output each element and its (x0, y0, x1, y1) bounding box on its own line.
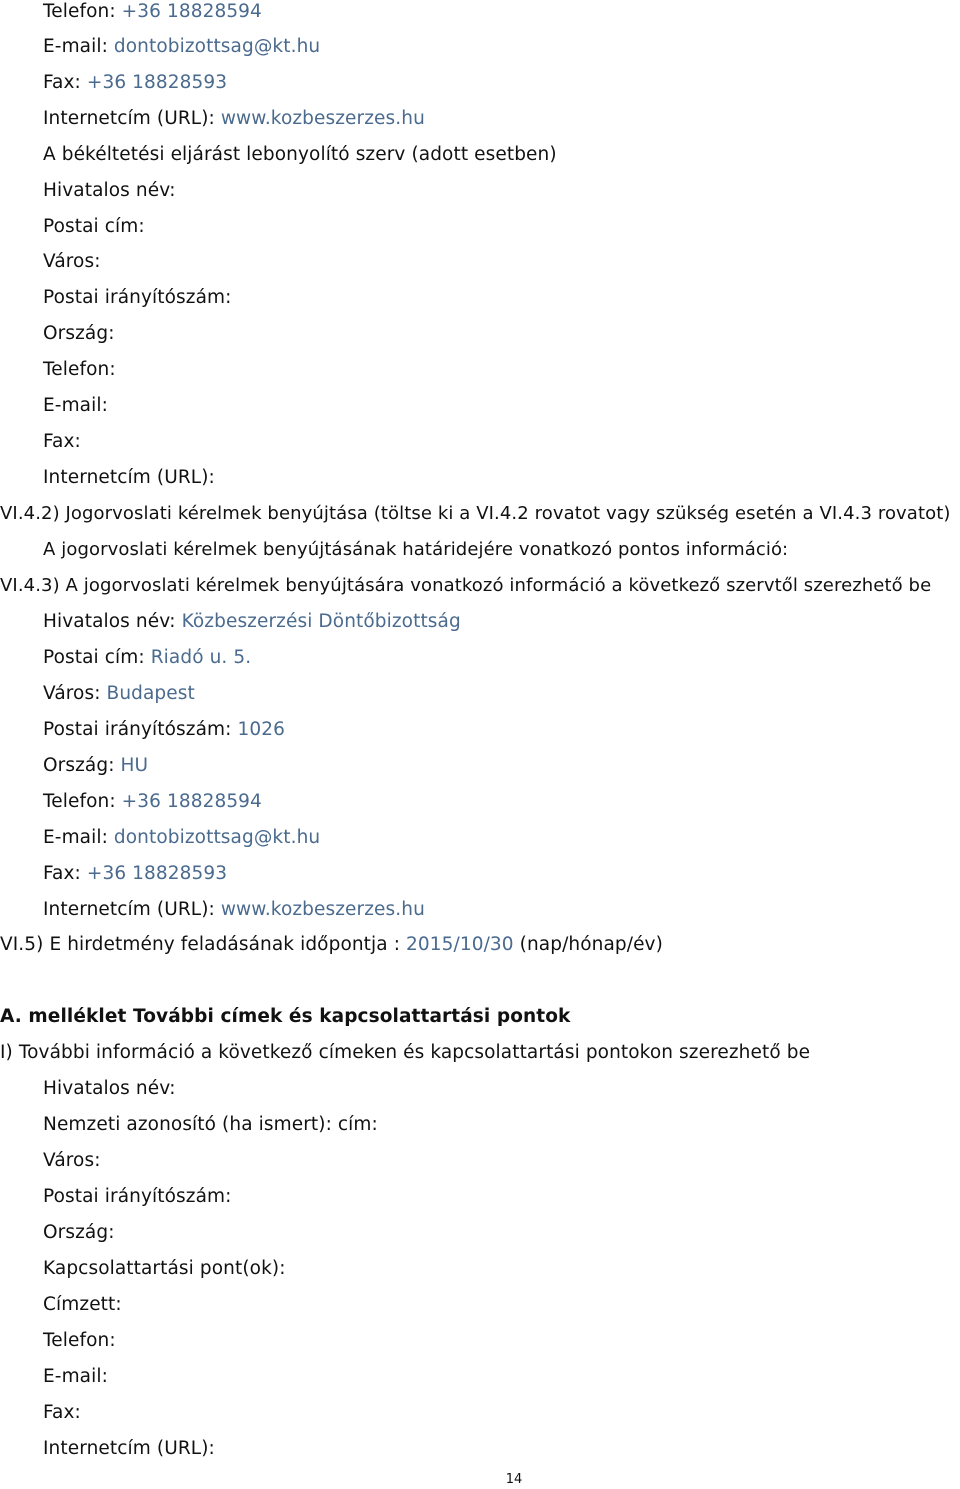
label: Hivatalos név: (43, 611, 176, 632)
bekeltetesi-url: Internetcím (URL): (43, 467, 215, 488)
bekeltetesi-orszag: Ország: (43, 323, 115, 344)
bekeltetesi-iranyitoszam: Postai irányítószám: (43, 287, 232, 308)
telefon-value: +36 18828594 (121, 791, 262, 812)
vi43-url (43, 898, 425, 922)
label: Postai irányítószám: (43, 719, 232, 740)
vi5-date (0, 933, 663, 957)
vi5-value: 2015/10/30 (406, 934, 514, 955)
label: Postai cím: (43, 647, 145, 668)
url-link[interactable]: www.kozbeszerzes.hu (220, 899, 425, 920)
fax-value: +36 18828593 (86, 72, 228, 93)
bekeltetesi-fax: Fax: (43, 431, 81, 452)
annex-kapcsolattartasi-pont: Kapcsolattartási pont(ok): (43, 1258, 286, 1279)
label: Telefon: (43, 1, 116, 22)
orszag-value: HU (120, 755, 149, 776)
bekeltetesi-hivatalos-nev: Hivatalos név: (43, 180, 176, 201)
vi5-suffix: (nap/hónap/év) (519, 934, 663, 955)
contact-telefon (43, 0, 262, 24)
annex-iranyitoszam: Postai irányítószám: (43, 1186, 232, 1207)
contact-email (43, 35, 320, 59)
label: Fax: (43, 72, 81, 93)
vi42-sub: A jogorvoslati kérelmek benyújtásának határidejére vonatkozó pontos információ: (43, 539, 789, 560)
annex-telefon: Telefon: (43, 1330, 116, 1351)
contact-url (43, 107, 425, 131)
postai-cim-value: Riadó u. 5. (150, 647, 252, 668)
annex-a-title: A. melléklet További címek és kapcsolattartási pontok (0, 1006, 571, 1027)
annex-nemzeti-azonosito: Nemzeti azonosító (ha ismert): cím: (43, 1114, 378, 1135)
vi43-orszag (43, 754, 148, 778)
annex-url: Internetcím (URL): (43, 1438, 215, 1459)
vi43-postai-cim (43, 646, 251, 670)
label: Telefon: (43, 791, 116, 812)
varos-value: Budapest (106, 683, 195, 704)
bekeltetesi-postai-cim: Postai cím: (43, 216, 145, 237)
label: E-mail: (43, 827, 108, 848)
email-link[interactable]: dontobizottsag@kt.hu (113, 827, 321, 848)
vi43-heading: VI.4.3) A jogorvoslati kérelmek benyújtására vonatkozó információ a következő szervtől szerezhető be (0, 575, 932, 596)
vi42-heading: VI.4.2) Jogorvoslati kérelmek benyújtása (töltse ki a VI.4.2 rovatot vagy szükség esetén a VI.4.3 rovatot) (0, 503, 951, 524)
bekeltetesi-heading: A békéltetési eljárást lebonyolító szerv (adott esetben) (43, 144, 557, 165)
label: Város: (43, 683, 101, 704)
annex-hivatalos-nev: Hivatalos név: (43, 1078, 176, 1099)
annex-varos: Város: (43, 1150, 101, 1171)
vi43-iranyitoszam (43, 718, 285, 742)
label: E-mail: (43, 36, 108, 57)
bekeltetesi-varos: Város: (43, 251, 101, 272)
label: Internetcím (URL): (43, 899, 215, 920)
url-link[interactable]: www.kozbeszerzes.hu (220, 108, 425, 129)
email-link[interactable]: dontobizottsag@kt.hu (113, 36, 321, 57)
annex-a-section-i: I) További információ a következő címeken és kapcsolattartási pontokon szerezhető be (0, 1042, 811, 1063)
iranyitoszam-value: 1026 (237, 719, 285, 740)
label: Fax: (43, 863, 81, 884)
annex-cimzett: Címzett: (43, 1294, 122, 1315)
hivatalos-nev-value: Közbeszerzési Döntőbizottság (181, 611, 461, 632)
annex-fax: Fax: (43, 1402, 81, 1423)
bekeltetesi-email: E-mail: (43, 395, 108, 416)
vi43-email (43, 826, 320, 850)
bekeltetesi-telefon: Telefon: (43, 359, 116, 380)
vi43-telefon (43, 790, 262, 814)
vi5-label: VI.5) E hirdetmény feladásának időpontja : (0, 934, 401, 955)
page-number: 14 (505, 1472, 523, 1487)
contact-fax (43, 71, 227, 95)
vi43-varos (43, 682, 195, 706)
annex-orszag: Ország: (43, 1222, 115, 1243)
label: Ország: (43, 755, 115, 776)
label: Internetcím (URL): (43, 108, 215, 129)
annex-email: E-mail: (43, 1366, 108, 1387)
vi43-hivatalos-nev (43, 610, 461, 634)
telefon-value: +36 18828594 (121, 1, 262, 22)
fax-value: +36 18828593 (86, 863, 228, 884)
vi43-fax (43, 862, 227, 886)
